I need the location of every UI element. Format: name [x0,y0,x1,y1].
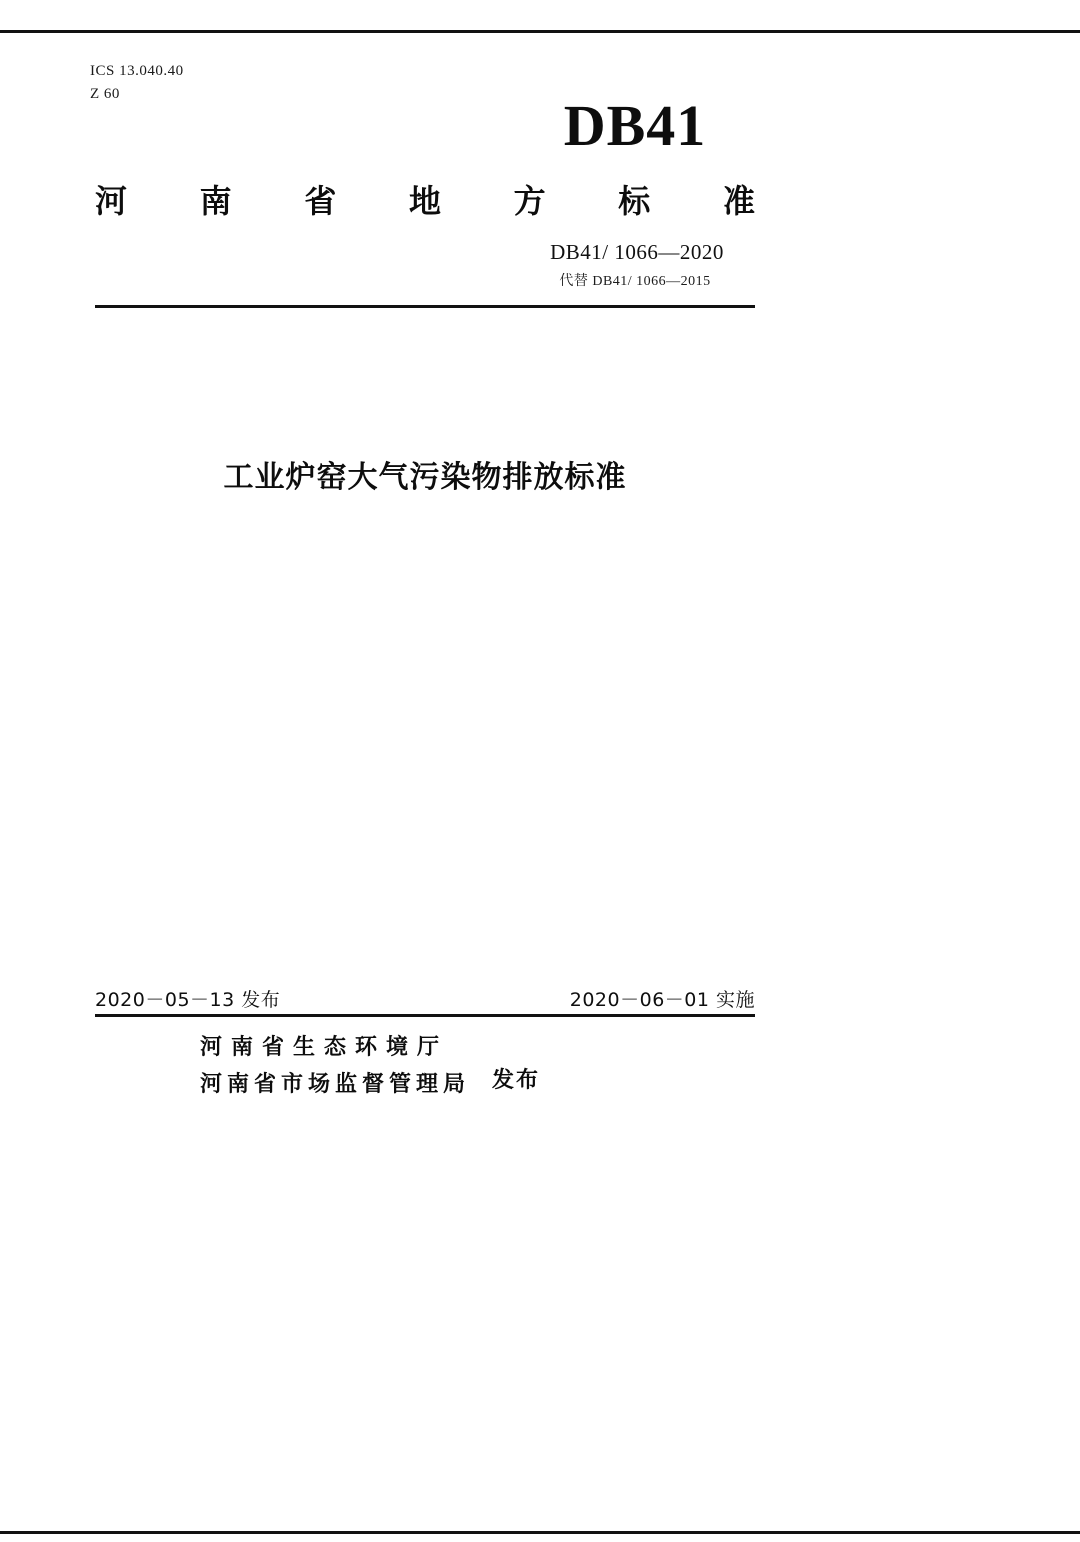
ics-category-code: Z 60 [90,86,120,103]
bottom-edge-rule [0,1531,1080,1534]
standard-type-char-5: 方 [513,182,546,220]
issuer-primary: 河南省生态环境厅 [200,1035,449,1060]
issuing-authorities [200,1030,540,1098]
dates-row [95,985,755,1012]
issuer-secondary: 河南省市场监督管理局 [200,1072,471,1097]
ics-number: ICS 13.040.40 [90,63,184,79]
standard-replaces-note: 代替 DB41/ 1066—2015 [559,274,711,289]
standard-type-char-2: 南 [199,182,232,220]
page-title: 工业炉窑大气污染物排放标准 [223,460,627,495]
standard-type-char-6: 标 [618,182,651,220]
standard-series-logo: DB41 [563,93,707,158]
header-divider-rule [95,305,755,308]
effective-date: 2020－06－01 实施 [569,989,755,1011]
issue-verb-label: 发布 [492,1067,541,1093]
issue-date: 2020－05－13 发布 [95,989,281,1011]
standard-type-char-1: 河 [95,182,128,220]
standard-type-heading [95,176,755,222]
standard-type-char-7: 准 [722,182,755,220]
issuer-lines [200,1030,470,1098]
standard-type-char-4: 地 [408,182,441,220]
standard-type-char-3: 省 [304,182,337,220]
top-edge-rule [0,30,1080,33]
footer-divider-rule [95,1014,755,1017]
standard-number: DB41/ 1066—2020 [550,240,724,264]
